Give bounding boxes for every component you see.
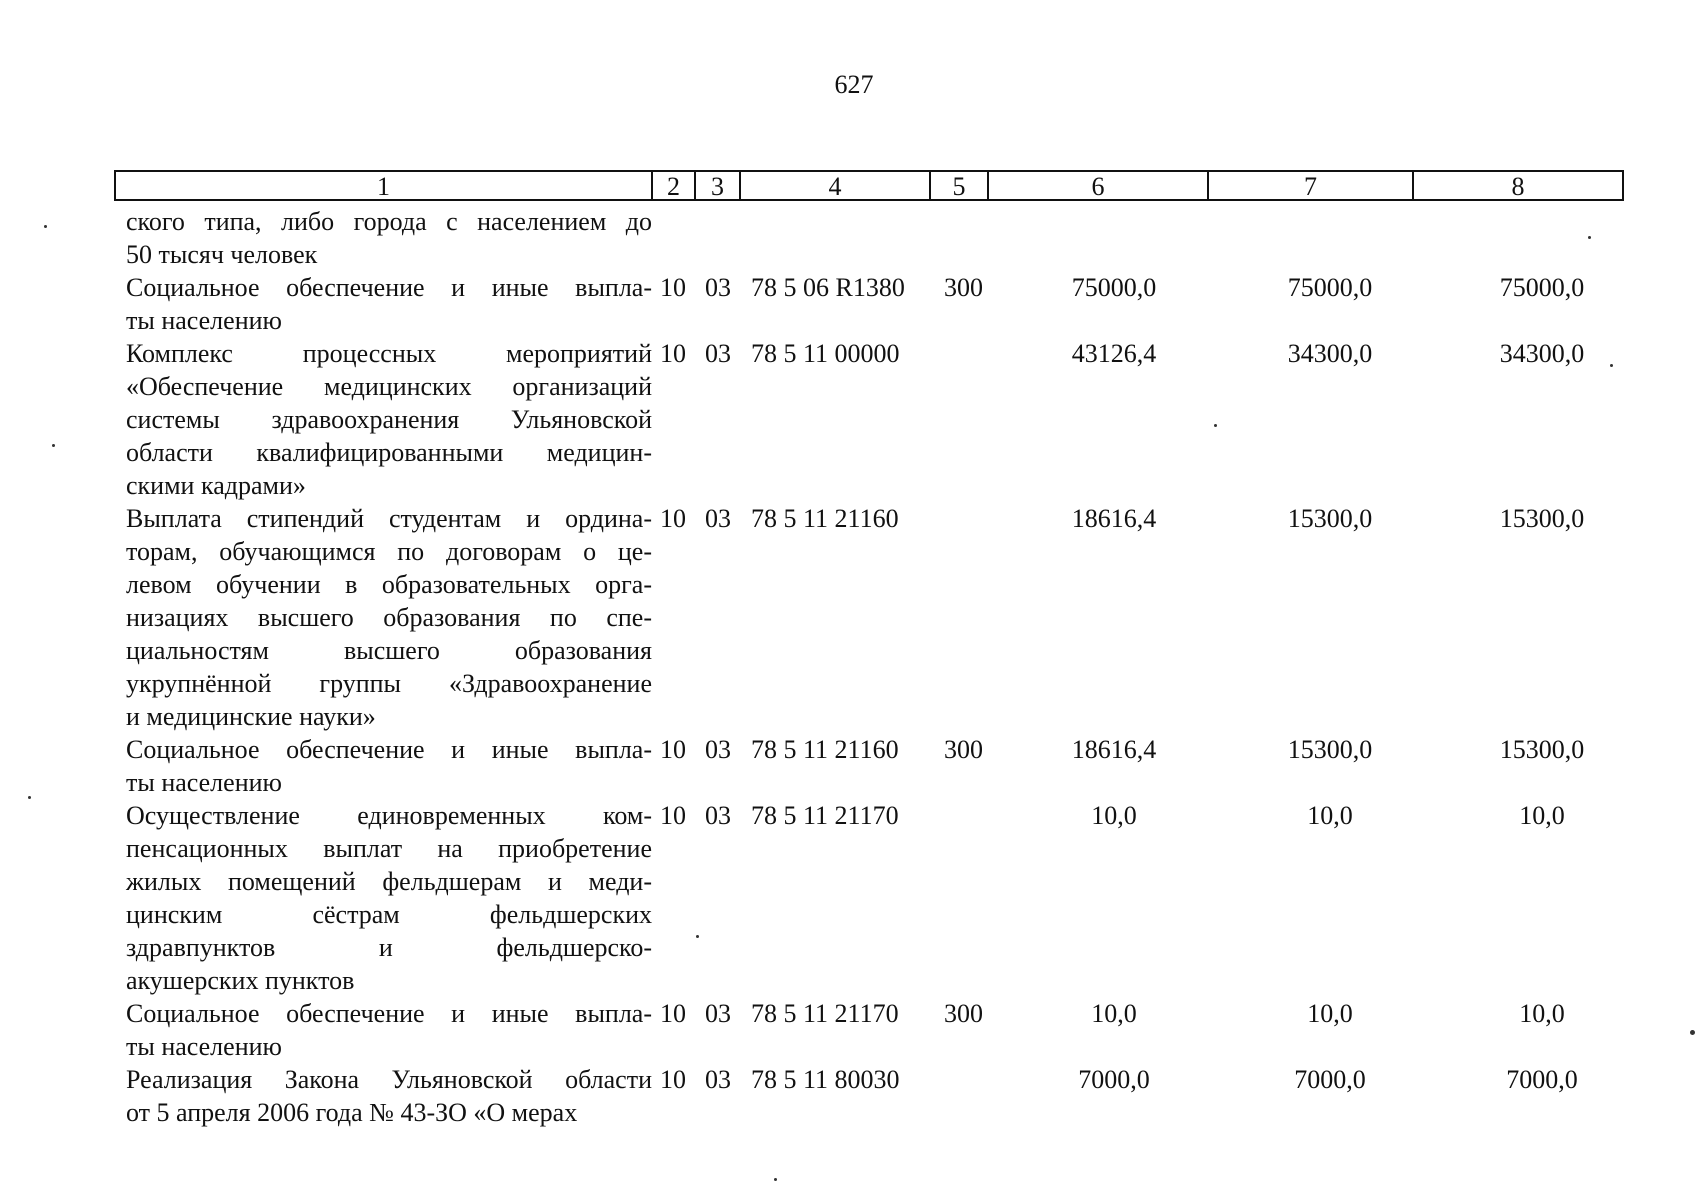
row-col-7: 75000,0 <box>1287 273 1373 302</box>
header-col-7: 7 <box>1207 170 1414 201</box>
row-description <box>126 502 652 733</box>
row-col-7: 7000,0 <box>1294 1065 1366 1094</box>
row-description <box>126 997 652 1063</box>
row-col-4: 78 5 11 80030 <box>751 1065 900 1094</box>
row-col-4: 78 5 11 21170 <box>751 801 899 830</box>
row-col-4: 78 5 06 R1380 <box>751 273 905 302</box>
row-col-8: 15300,0 <box>1499 504 1585 533</box>
header-col-6: 6 <box>987 170 1209 201</box>
table-header <box>114 170 1626 205</box>
row-col-2: 10 <box>660 735 686 764</box>
row-description <box>126 733 652 799</box>
scan-speck <box>52 444 55 447</box>
description-line: 50 тысяч человек <box>126 240 318 269</box>
row-col-6: 18616,4 <box>1071 504 1157 533</box>
table-row <box>114 205 1626 271</box>
row-description <box>126 1063 652 1129</box>
row-col-8: 15300,0 <box>1499 735 1585 764</box>
row-col-8: 7000,0 <box>1506 1065 1578 1094</box>
row-col-3: 03 <box>705 1065 731 1094</box>
scan-speck <box>28 796 31 799</box>
scan-speck <box>696 935 699 938</box>
row-col-5: 300 <box>944 999 983 1028</box>
row-col-3: 03 <box>705 801 731 830</box>
row-col-8: 75000,0 <box>1499 273 1585 302</box>
description-line: ты населению <box>126 306 282 335</box>
row-col-6: 75000,0 <box>1071 273 1157 302</box>
budget-table-body <box>114 205 1626 1129</box>
row-col-2: 10 <box>660 801 686 830</box>
header-col-3: 3 <box>694 170 741 201</box>
row-description <box>126 271 652 337</box>
header-col-5: 5 <box>929 170 989 201</box>
row-col-6: 10,0 <box>1091 999 1137 1028</box>
scan-speck <box>1690 1030 1695 1035</box>
scan-speck <box>774 1178 777 1181</box>
description-line: укрупнённой группы «Здравоохранение <box>126 669 652 698</box>
row-col-3: 03 <box>705 735 731 764</box>
row-col-4: 78 5 11 21160 <box>751 504 899 533</box>
row-col-3: 03 <box>705 504 731 533</box>
description-line: области квалифицированными медицин- <box>126 438 652 467</box>
description-line: здравпунктов и фельдшерско- <box>126 933 652 962</box>
page-number: 627 <box>834 70 874 99</box>
table-row <box>114 271 1626 337</box>
description-line: Социальное обеспечение и иные выпла- <box>126 273 652 302</box>
description-line: Выплата стипендий студентам и ордина- <box>126 504 652 533</box>
description-line: и медицинские науки» <box>126 702 376 731</box>
description-line: системы здравоохранения Ульяновской <box>126 405 652 434</box>
description-line: низациях высшего образования по спе- <box>126 603 652 632</box>
scan-speck <box>1588 236 1591 239</box>
table-row <box>114 997 1626 1063</box>
description-line: Социальное обеспечение и иные выпла- <box>126 999 652 1028</box>
row-description <box>126 337 652 502</box>
row-col-6: 10,0 <box>1091 801 1137 830</box>
row-col-2: 10 <box>660 1065 686 1094</box>
row-col-3: 03 <box>705 999 731 1028</box>
row-col-8: 10,0 <box>1519 999 1565 1028</box>
description-line: пенсационных выплат на приобретение <box>126 834 652 863</box>
description-line: Комплекс процессных мероприятий <box>126 339 652 368</box>
row-description <box>126 799 652 997</box>
table-row <box>114 733 1626 799</box>
description-line: ского типа, либо города с населением до <box>126 207 652 236</box>
description-line: Осуществление единовременных ком- <box>126 801 652 830</box>
header-col-4: 4 <box>739 170 931 201</box>
row-col-7: 34300,0 <box>1287 339 1373 368</box>
row-col-6: 7000,0 <box>1078 1065 1150 1094</box>
row-col-4: 78 5 11 21160 <box>751 735 899 764</box>
row-description <box>126 205 652 271</box>
description-line: жилых помещений фельдшерам и меди- <box>126 867 652 896</box>
scan-speck <box>44 225 47 228</box>
header-col-8: 8 <box>1412 170 1624 201</box>
scan-speck <box>1610 364 1613 367</box>
description-line: от 5 апреля 2006 года № 43-ЗО «О мерах <box>126 1098 578 1127</box>
row-col-5: 300 <box>944 273 983 302</box>
row-col-4: 78 5 11 00000 <box>751 339 900 368</box>
description-line: Реализация Закона Ульяновской области <box>126 1065 652 1094</box>
row-col-8: 34300,0 <box>1499 339 1585 368</box>
row-col-2: 10 <box>660 339 686 368</box>
row-col-4: 78 5 11 21170 <box>751 999 899 1028</box>
description-line: торам, обучающимся по договорам о це- <box>126 537 652 566</box>
table-row <box>114 337 1626 502</box>
row-col-2: 10 <box>660 273 686 302</box>
description-line: скими кадрами» <box>126 471 306 500</box>
row-col-7: 15300,0 <box>1287 504 1373 533</box>
row-col-5: 300 <box>944 735 983 764</box>
description-line: ты населению <box>126 1032 282 1061</box>
description-line: цинским сёстрам фельдшерских <box>126 900 652 929</box>
header-col-2: 2 <box>651 170 696 201</box>
row-col-6: 43126,4 <box>1071 339 1157 368</box>
row-col-7: 15300,0 <box>1287 735 1373 764</box>
description-line: Социальное обеспечение и иные выпла- <box>126 735 652 764</box>
row-col-3: 03 <box>705 273 731 302</box>
scan-speck <box>1214 424 1217 427</box>
description-line: акушерских пунктов <box>126 966 355 995</box>
row-col-7: 10,0 <box>1307 801 1353 830</box>
description-line: левом обучении в образовательных орга- <box>126 570 652 599</box>
row-col-2: 10 <box>660 999 686 1028</box>
header-col-1: 1 <box>114 170 653 201</box>
row-col-3: 03 <box>705 339 731 368</box>
description-line: ты населению <box>126 768 282 797</box>
row-col-8: 10,0 <box>1519 801 1565 830</box>
description-line: «Обеспечение медицинских организаций <box>126 372 652 401</box>
table-row <box>114 502 1626 733</box>
table-row <box>114 799 1626 997</box>
description-line: циальностям высшего образования <box>126 636 652 665</box>
row-col-7: 10,0 <box>1307 999 1353 1028</box>
row-col-2: 10 <box>660 504 686 533</box>
table-row <box>114 1063 1626 1129</box>
row-col-6: 18616,4 <box>1071 735 1157 764</box>
